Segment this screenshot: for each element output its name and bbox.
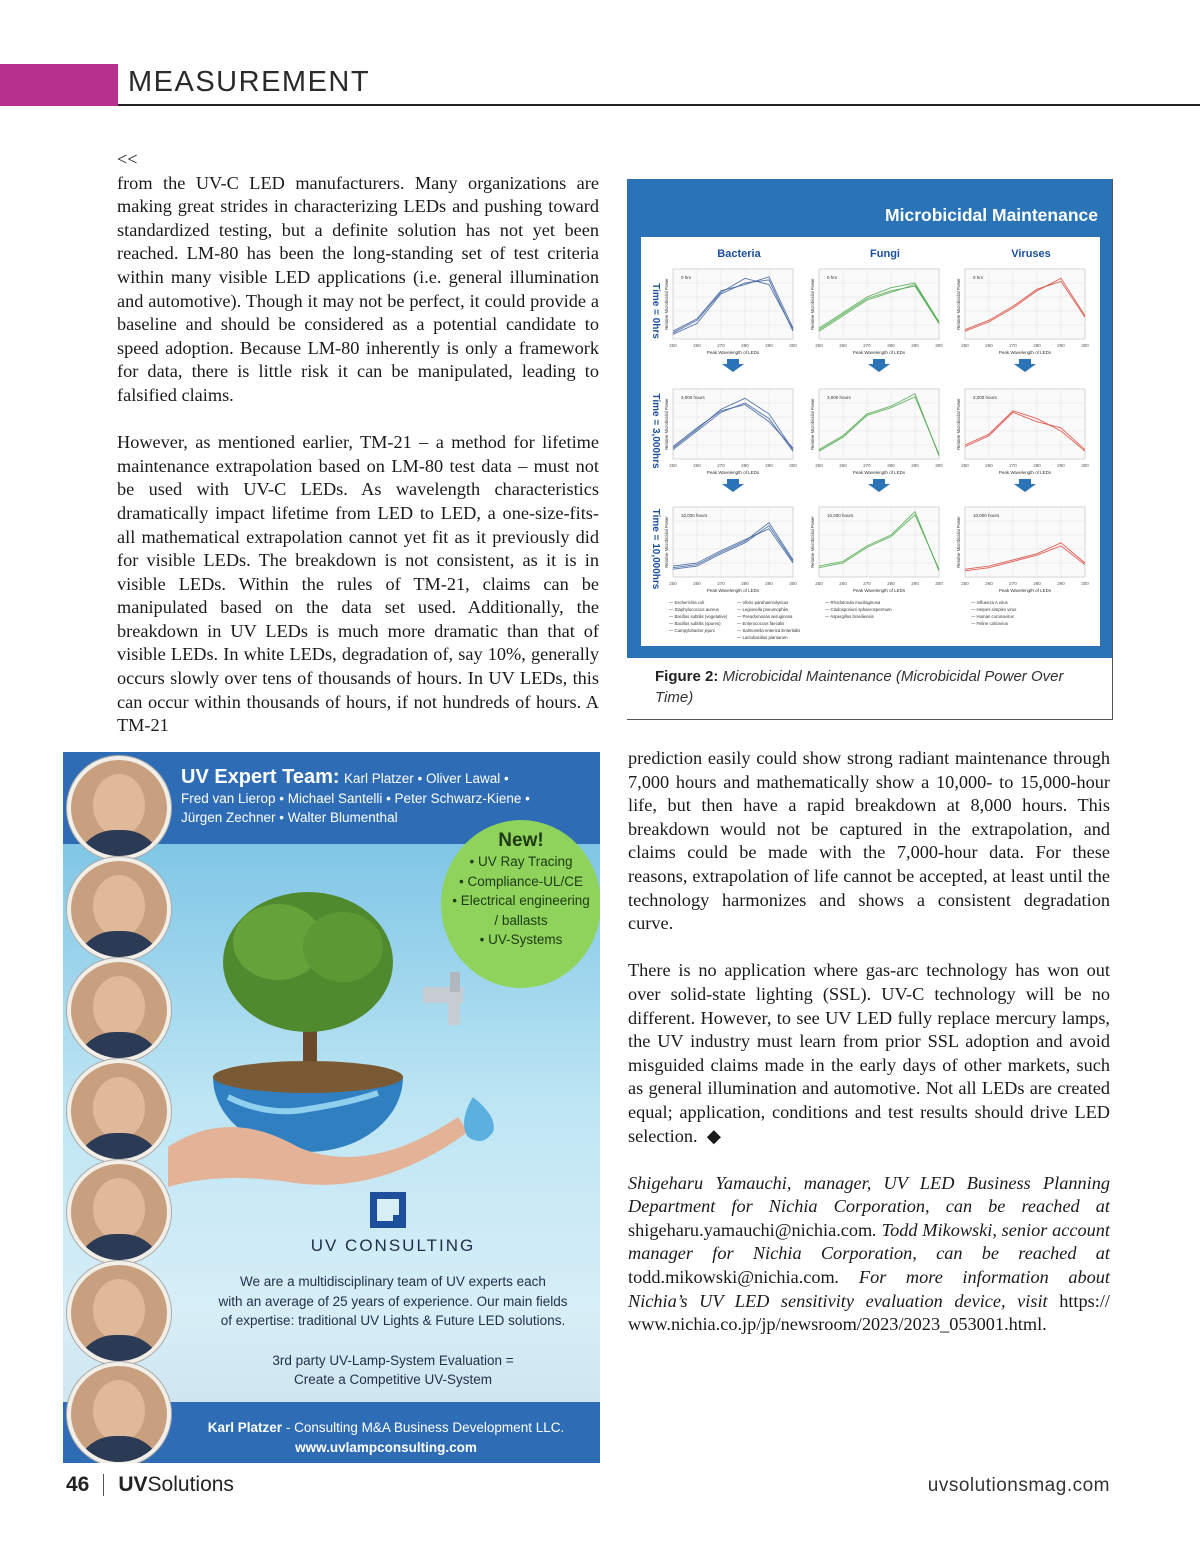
- legend-entry: — Rhodotorula mucilaginosa: [825, 600, 881, 605]
- down-arrow-icon: [1014, 479, 1036, 492]
- tick-label: 260: [839, 581, 847, 586]
- tick-label: 250: [669, 343, 677, 348]
- legend-entry: — Staphylococcus aureus: [669, 607, 719, 612]
- y-axis-label: Relative Microbicidal Power: [664, 278, 669, 330]
- expert-portrait: [67, 857, 171, 961]
- face-shape: [93, 1279, 145, 1341]
- ad-contact-name: Karl Platzer: [207, 1420, 283, 1435]
- badge-item: • Compliance-UL/CE: [458, 873, 584, 889]
- url-link[interactable]: https:// www.nichia.co.jp/jp/newsroom/2023/2023_053001.html.: [628, 1290, 1110, 1335]
- ad-brand-name: UV CONSULTING: [310, 1236, 476, 1255]
- tick-label: 270: [717, 581, 725, 586]
- magazine-name-bold: UV: [118, 1473, 148, 1496]
- tick-label: 300: [1081, 581, 1089, 586]
- tick-label: 270: [863, 581, 871, 586]
- ad-names: Karl Platzer • Oliver Lawal •: [344, 771, 509, 786]
- paragraph: prediction easily could show strong radiant maintenance through 7,000 hours and mathematically show a 10,000- to 15,000-hour life, but then have a rapid breakdown at 8,000 hours. This breakdown would not be captured in the extrapolation, and claims could be made with the 7,000-hour data. For these reasons, extrapolation of life cannot be accepted, at least until the technology harmonizes and shows a consistent degradation curve.: [628, 748, 1110, 934]
- column-header-fungi: Fungi: [870, 248, 900, 260]
- y-axis-label: Relative Microbicidal Power: [956, 516, 961, 568]
- down-arrow-icon: [722, 359, 744, 372]
- tick-label: 290: [765, 463, 773, 468]
- ad-url-link[interactable]: www.uvlampconsulting.com: [295, 1440, 477, 1455]
- expert-portrait: [67, 756, 171, 860]
- byline-text: . For more information about Nichia’s UV LED sensitivity evaluation device, visit: [628, 1267, 1110, 1311]
- tick-label: 300: [1081, 343, 1089, 348]
- tick-label: 290: [911, 343, 919, 348]
- advertisement-uv-consulting[interactable]: [63, 752, 600, 1463]
- caption-text: Microbicidal Maintenance (Microbicidal Power Over Time): [655, 668, 1064, 706]
- ad-names: Jürgen Zechner • Walter Blumenthal: [181, 810, 398, 825]
- paragraph: from the UV-C LED manufacturers. Many organizations are making great strides in characterizing LEDs and pushing toward standardized testing, but a definite solution has not yet been reached. LM-80 has been the long-standing set of test criteria within many visible LED applications (i.e. general illumination and automotive). Though it may not be perfect, it could provide a baseline and should be considered as a potential candidate to speed adoption. Because LM-80 inherently is only a framework for data, there is little risk it can be manipulated, leading to falsified claims.: [117, 172, 599, 405]
- y-axis-label: Relative Microbicidal Power: [810, 398, 815, 450]
- x-axis-label: Peak Wavelength of LEDs: [706, 470, 760, 475]
- legend-entry: — Aspergillus brasiliensis: [825, 614, 874, 619]
- tick-label: 260: [985, 463, 993, 468]
- suit-shape: [75, 1133, 163, 1163]
- magazine-name: [118, 1473, 234, 1496]
- legend-entry: — Campylobacter jejuni: [669, 628, 715, 633]
- suit-shape: [75, 931, 163, 961]
- expert-portrait: [67, 1059, 171, 1163]
- ad-header: [181, 766, 591, 827]
- badge-item: / ballasts: [494, 912, 548, 928]
- tick-label: 300: [789, 343, 797, 348]
- tick-label: 280: [741, 463, 749, 468]
- ad-footer: [181, 1418, 591, 1458]
- tick-label: 280: [741, 581, 749, 586]
- ad-body-line: Create a Competitive UV-System: [293, 1372, 493, 1387]
- left-column: [117, 148, 599, 761]
- legend-entry: — Bacillus subtilis (spores): [669, 621, 721, 626]
- time-annotation: 0 hrs: [973, 275, 984, 280]
- tick-label: 280: [887, 343, 895, 348]
- email-link[interactable]: shigeharu.yamauchi@nichia.com: [628, 1219, 873, 1240]
- legend-entry: — Escherichia coli: [669, 600, 705, 605]
- face-shape: [93, 875, 145, 937]
- badge-item: • UV-Systems: [479, 932, 563, 947]
- email-link[interactable]: todd.mikowski@nichia.com: [628, 1267, 835, 1288]
- time-annotation: 10,000 hours: [973, 513, 1000, 518]
- ad-body-line: We are a multidisciplinary team of UV experts each: [240, 1274, 546, 1289]
- y-axis-label: Relative Microbicidal Power: [664, 398, 669, 450]
- suit-shape: [75, 1234, 163, 1264]
- figure-microbicidal-maintenance: [627, 179, 1113, 720]
- tick-label: 250: [961, 463, 969, 468]
- tick-label: 280: [1033, 343, 1041, 348]
- figure-panel-area: [641, 237, 1100, 646]
- x-axis-label: Peak Wavelength of LEDs: [706, 588, 760, 593]
- section-title: MEASUREMENT: [128, 66, 371, 98]
- legend-entry: — Pseudomonas aeruginosa: [737, 614, 793, 619]
- paragraph-text: There is no application where gas-arc technology has won out over solid-state lighting (SSL). UV-C technology will be no different. However, to see UV LED fully replace mercury lamps, the UV industry must learn from prior SSL adoption and avoid misguided claims made in the early days of other markets, such as general illumination and automotive. Not all LEDs are created equal; application, conditions and test results should drive LED selection.: [628, 960, 1110, 1146]
- face-shape: [93, 1077, 145, 1139]
- byline-text: Shigeharu Yamauchi, manager, UV LED Business Planning Department for Nichia Corporation, can be reached at: [628, 1172, 1110, 1217]
- figure-caption: [655, 666, 1105, 708]
- legend-entry: — Lactobacillus plantarum: [737, 635, 788, 640]
- legend-entry: — Enterococcus faecalis: [737, 621, 785, 626]
- tick-label: 250: [961, 581, 969, 586]
- right-column: [628, 747, 1110, 1360]
- suit-shape: [75, 1335, 163, 1365]
- tick-label: 250: [815, 343, 823, 348]
- magazine-name-rest: Solutions: [147, 1473, 234, 1496]
- tick-label: 270: [1009, 581, 1017, 586]
- caption-label: Figure 2:: [655, 668, 719, 685]
- y-axis-label: Relative Microbicidal Power: [810, 278, 815, 330]
- tick-label: 270: [717, 463, 725, 468]
- end-mark-icon: ◆: [706, 1125, 721, 1146]
- author-byline: [628, 1172, 1110, 1337]
- uv-consulting-logo-icon: [370, 1192, 406, 1228]
- tick-label: 260: [985, 581, 993, 586]
- tick-label: 260: [839, 343, 847, 348]
- time-annotation: 3,000 hours: [681, 395, 705, 400]
- tick-label: 290: [765, 581, 773, 586]
- row-label: Time = 10,000hrs: [650, 508, 661, 590]
- tick-label: 280: [1033, 581, 1041, 586]
- x-axis-label: Peak Wavelength of LEDs: [852, 470, 906, 475]
- time-annotation: 0 hrs: [827, 275, 838, 280]
- tick-label: 270: [717, 343, 725, 348]
- paragraph: [628, 959, 1110, 1148]
- x-axis-label: Peak Wavelength of LEDs: [998, 470, 1052, 475]
- down-arrow-icon: [868, 359, 890, 372]
- face-shape: [93, 1178, 145, 1240]
- suit-shape: [75, 830, 163, 860]
- ad-title: UV Expert Team:: [181, 766, 340, 788]
- figure-title: Microbicidal Maintenance: [885, 205, 1098, 225]
- tick-label: 270: [1009, 463, 1017, 468]
- tick-label: 290: [1057, 581, 1065, 586]
- tick-label: 290: [911, 581, 919, 586]
- ad-description: [193, 1272, 593, 1390]
- suit-shape: [75, 1032, 163, 1062]
- tick-label: 280: [741, 343, 749, 348]
- tick-label: 270: [863, 343, 871, 348]
- tick-label: 300: [1081, 463, 1089, 468]
- down-arrow-icon: [722, 479, 744, 492]
- ad-names: Fred van Lierop • Michael Santelli • Peter Schwarz-Kiene •: [181, 791, 530, 806]
- tick-label: 300: [935, 463, 943, 468]
- tick-label: 260: [839, 463, 847, 468]
- tick-label: 250: [815, 581, 823, 586]
- chart-grid: [641, 237, 1100, 646]
- face-shape: [93, 976, 145, 1038]
- tick-label: 250: [815, 463, 823, 468]
- ad-body-line: of expertise: traditional UV Lights & Future LED solutions.: [220, 1313, 566, 1328]
- legend-entry: — Bacillus subtilis (vegetative): [669, 614, 728, 619]
- face-shape: [93, 774, 145, 836]
- legend-entry: — Cladosporium sphaerospermum: [825, 607, 892, 612]
- tick-label: 250: [961, 343, 969, 348]
- expert-portrait: [67, 1362, 171, 1463]
- tick-label: 300: [789, 463, 797, 468]
- time-annotation: 3,000 hours: [827, 395, 851, 400]
- down-arrow-icon: [1014, 359, 1036, 372]
- globe-tree-hand-illustration: [168, 847, 498, 1197]
- column-header-viruses: Viruses: [1011, 248, 1051, 260]
- expert-portrait: [67, 958, 171, 1062]
- badge-item: • Electrical engineering: [452, 893, 590, 908]
- tick-label: 300: [789, 581, 797, 586]
- ad-contact-company: - Consulting M&A Business Development LLC.: [282, 1420, 565, 1435]
- tick-label: 270: [863, 463, 871, 468]
- tick-label: 270: [1009, 343, 1017, 348]
- ad-body-line: with an average of 25 years of experience. Our main fields: [218, 1293, 568, 1309]
- tick-label: 290: [1057, 463, 1065, 468]
- tick-label: 300: [935, 581, 943, 586]
- expert-portrait: [67, 1261, 171, 1365]
- time-annotation: 10,000 hours: [681, 513, 708, 518]
- footer-divider: [103, 1474, 104, 1496]
- tick-label: 260: [985, 343, 993, 348]
- tick-label: 260: [693, 463, 701, 468]
- time-annotation: 3,000 hours: [973, 395, 997, 400]
- tick-label: 280: [1033, 463, 1041, 468]
- tick-label: 280: [887, 581, 895, 586]
- column-header-bacteria: Bacteria: [717, 248, 761, 260]
- x-axis-label: Peak Wavelength of LEDs: [852, 588, 906, 593]
- legend-entry: — Human coronavirus: [971, 614, 1014, 619]
- y-axis-label: Relative Microbicidal Power: [956, 278, 961, 330]
- y-axis-label: Relative Microbicidal Power: [956, 398, 961, 450]
- continued-marker: <<: [117, 149, 138, 169]
- y-axis-label: Relative Microbicidal Power: [810, 516, 815, 568]
- tick-label: 300: [935, 343, 943, 348]
- tick-label: 290: [911, 463, 919, 468]
- legend-entry: — Vibrio parahaemolyticus: [737, 600, 789, 605]
- down-arrow-icon: [868, 479, 890, 492]
- legend-entry: — Legionella pneumophila: [737, 607, 788, 612]
- tick-label: 290: [1057, 343, 1065, 348]
- tick-label: 250: [669, 463, 677, 468]
- x-axis-label: Peak Wavelength of LEDs: [998, 588, 1052, 593]
- legend-entry: — Feline calicivirus: [971, 621, 1009, 626]
- byline-text: . Todd Mikowski, senior account manager for Nichia Corporation, can be reached at: [628, 1219, 1110, 1264]
- legend-entry: — Salmonella enterica Enteritidis: [737, 628, 801, 633]
- tick-label: 250: [669, 581, 677, 586]
- expert-portrait: [67, 1160, 171, 1264]
- legend-entry: — Influenza A virus: [971, 600, 1008, 605]
- row-label: Time = 0hrs: [650, 283, 661, 339]
- tick-label: 290: [765, 343, 773, 348]
- tick-label: 260: [693, 581, 701, 586]
- suit-shape: [75, 1436, 163, 1463]
- website-link[interactable]: uvsolutionsmag.com: [927, 1475, 1110, 1496]
- row-label: Time = 3,000hrs: [650, 393, 661, 469]
- tick-label: 280: [887, 463, 895, 468]
- x-axis-label: Peak Wavelength of LEDs: [852, 350, 906, 355]
- face-shape: [93, 1380, 145, 1442]
- legend-entry: — Herpes simplex virus: [971, 607, 1017, 612]
- time-annotation: 10,000 hours: [827, 513, 854, 518]
- x-axis-label: Peak Wavelength of LEDs: [998, 350, 1052, 355]
- section-accent-bar: [0, 64, 118, 106]
- paragraph: However, as mentioned earlier, TM-21 – a method for lifetime maintenance extrapolation based on LM-80 test data – must not be used with UV-C LEDs. As wavelength characteristics dramatically impact lifetime from LED to LED, a one-size-fits-all mathematical extrapolation cannot yet fit as it previously did for visible LEDs. The breakdown is not consistent, as it is in visible LEDs. Within the rules of TM-21, claims can be manipulated based on the data set used. Additionally, the breakdown in UV LEDs is much more dramatic than that of visible LEDs. In white LEDs, degradation of, say 10%, generally occurs slowly over tens of thousands of hours. In UV LEDs, this can occur within thousands of hours, if not hundreds of hours. A TM-21: [117, 432, 599, 736]
- badge-item: • UV Ray Tracing: [469, 854, 573, 869]
- ad-body-line: 3rd party UV-Lamp-System Evaluation =: [272, 1352, 514, 1368]
- header-rule: [118, 104, 1200, 106]
- tick-label: 260: [693, 343, 701, 348]
- page-number: 46: [66, 1473, 90, 1496]
- figure-frame: [627, 179, 1112, 658]
- page-footer-left: [66, 1473, 234, 1497]
- badge-title: New!: [498, 830, 544, 851]
- time-annotation: 0 hrs: [681, 275, 692, 280]
- y-axis-label: Relative Microbicidal Power: [664, 516, 669, 568]
- x-axis-label: Peak Wavelength of LEDs: [706, 350, 760, 355]
